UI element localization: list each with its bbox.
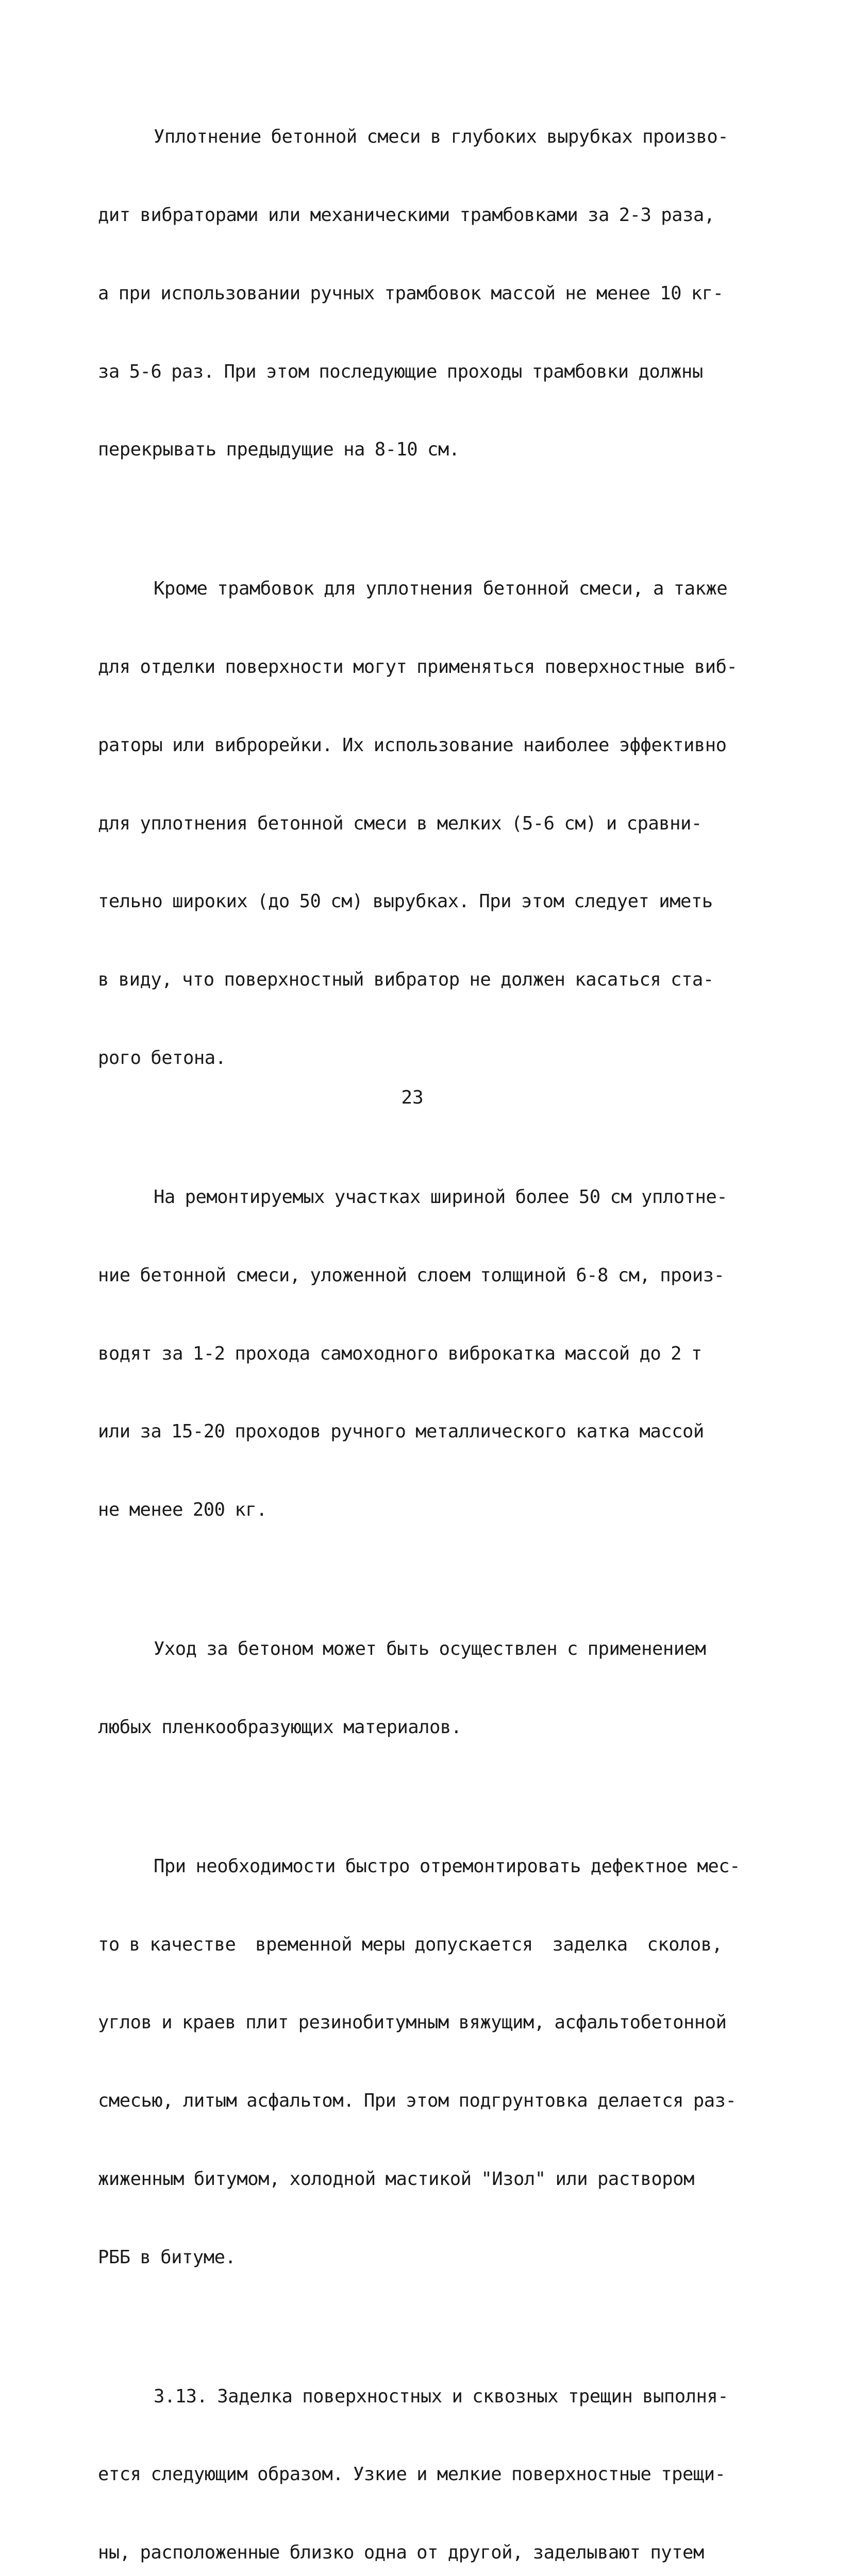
- text-line: не менее 200 кг.: [98, 1499, 267, 1521]
- paragraph-2: [98, 524, 742, 1124]
- text-line: в виду, что поверхностный вибратор не должен касаться ста-: [98, 969, 714, 991]
- text-line: а при использовании ручных трамбовок массой не менее 10 кг-: [98, 282, 724, 304]
- text-line: жиженным битумом, холодной мастикой "Изол" или раствором: [98, 2168, 694, 2190]
- paragraph-4: [98, 1584, 742, 1793]
- text-line: На ремонтируемых участках шириной более 50 см уплотне-: [154, 1186, 728, 1208]
- text-line: дит вибраторами или механическими трамбовками за 2-3 раза,: [98, 204, 715, 226]
- text-line: для отделки поверхности могут применяться поверхностные виб-: [98, 656, 738, 678]
- text-line: раторы или виброрейки. Их использование наиболее эффективно: [98, 734, 727, 756]
- page-number: 23: [401, 1087, 424, 1108]
- text-line: Кроме трамбовок для уплотнения бетонной смеси, а также: [154, 578, 728, 600]
- text-line: Уход за бетоном может быть осуществлен с применением: [154, 1638, 706, 1660]
- text-line: тельно широких (до 50 см) вырубках. При этом следует иметь: [98, 891, 713, 912]
- paragraph-6: [98, 2331, 742, 2576]
- text-line: При необходимости быстро отремонтировать дефектное мес-: [154, 1855, 741, 1877]
- text-line: ется следующим образом. Узкие и мелкие поверхностные трещи-: [98, 2464, 726, 2485]
- text-line: рого бетона.: [98, 1047, 226, 1069]
- text-line: смесью, литым асфальтом. При этом подгрунтовка делается раз-: [98, 2090, 737, 2112]
- text-line: перекрывать предыдущие на 8-10 см.: [98, 439, 460, 461]
- text-line: водят за 1-2 прохода самоходного виброкатка массой до 2 т: [98, 1343, 702, 1364]
- text-line: углов и краев плит резинобитумным вяжущим, асфальтобетонной: [98, 2012, 727, 2033]
- text-line: РББ в битуме.: [98, 2246, 236, 2268]
- text-line: то в качестве временной меры допускается заделка сколов,: [98, 1934, 723, 1955]
- body-text: [98, 72, 742, 2576]
- text-line: Уплотнение бетонной смеси в глубоких вырубках произво-: [154, 126, 729, 148]
- paragraph-5: [98, 1802, 742, 2323]
- text-line: ны, расположенные близко одна от другой, заделывают путем: [98, 2542, 704, 2564]
- text-line: любых пленкообразующих материалов.: [98, 1716, 462, 1738]
- text-line: 3.13. Заделка поверхностных и сквозных трещин выполня-: [154, 2385, 729, 2407]
- paragraph-3: [98, 1132, 742, 1575]
- paragraph-1: [98, 72, 742, 515]
- text-line: или за 15-20 проходов ручного металлического катка массой: [98, 1421, 704, 1443]
- text-line: для уплотнения бетонной смеси в мелких (5-6 см) и сравни-: [98, 812, 702, 834]
- text-line: за 5-6 раз. При этом последующие проходы трамбовки должны: [98, 361, 703, 382]
- text-line: ние бетонной смеси, уложенной слоем толщиной 6-8 см, произ-: [98, 1264, 725, 1286]
